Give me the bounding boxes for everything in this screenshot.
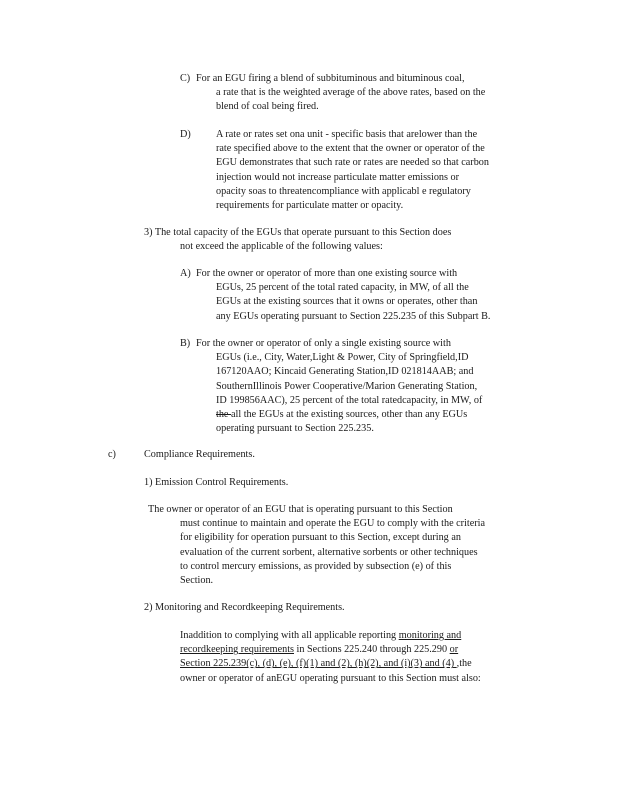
paragraph-label: D) bbox=[180, 129, 191, 140]
text-line: For the owner or operator of only a single existing source with bbox=[196, 338, 451, 349]
paragraph-text bbox=[180, 337, 540, 436]
text-segment: Inaddition to complying with all applicable reporting bbox=[180, 630, 399, 641]
text-line: to control mercury emissions, as provided by subsection (e) of this bbox=[180, 560, 452, 572]
text-line: A rate or rates set ona unit - specific basis that arelower than the bbox=[216, 129, 478, 140]
text-segment: in Sections 225.240 through 225.290 bbox=[294, 644, 450, 656]
text-line: for eligibility for operation pursuant to this Section, except during an bbox=[180, 532, 461, 544]
paragraph-c2-heading bbox=[144, 601, 444, 615]
paragraph-text bbox=[180, 128, 536, 213]
text-line: blend of coal being fired. bbox=[216, 101, 319, 113]
inserted-text: Section 225.239(c), (d), (e), (f)(1) and (2), (h)(2), and (i)(3) and (4) bbox=[180, 658, 457, 670]
text-line bbox=[180, 643, 540, 657]
text-line: For the owner or operator of more than one existing source with bbox=[196, 268, 458, 279]
text-segment: ,the bbox=[456, 658, 472, 670]
text-line: must continue to maintain and operate the EGU to comply with the criteria bbox=[180, 518, 485, 530]
text-line bbox=[180, 657, 540, 671]
paragraph-3b bbox=[180, 337, 540, 436]
text-line: Section. bbox=[180, 575, 214, 587]
paragraph-text bbox=[180, 72, 536, 115]
text-line: operating pursuant to Section 225.235. bbox=[216, 423, 374, 435]
text-line: a rate that is the weighted average of the above rates, based on the bbox=[216, 87, 486, 99]
paragraph-3a bbox=[180, 267, 540, 324]
text-line: injection would not increase particulate matter emissions or bbox=[216, 171, 460, 183]
struck-text: the bbox=[216, 409, 231, 421]
section-label: c) bbox=[108, 449, 116, 460]
paragraph-text bbox=[180, 629, 540, 686]
paragraph-c-blend bbox=[180, 72, 536, 115]
paragraph-text bbox=[148, 503, 540, 588]
text-line bbox=[180, 629, 540, 643]
text-line: EGUs, 25 percent of the total rated capacity, in MW, of all the bbox=[216, 282, 469, 294]
paragraph-c1-heading bbox=[144, 476, 444, 490]
paragraph-d bbox=[180, 128, 536, 213]
text-line: not exceed the applicable of the following values: bbox=[180, 241, 383, 253]
paragraph-label: A) bbox=[180, 268, 191, 279]
text-line: owner or operator of anEGU operating pursuant to this Section must also: bbox=[180, 672, 481, 684]
text-line: SouthernIllinois Power Cooperative/Marion Generating Station, bbox=[216, 380, 478, 392]
paragraph-c2-body bbox=[180, 629, 540, 686]
text-line: EGUs at the existing sources that it owns or operates, other than bbox=[216, 296, 478, 308]
text-line: any EGUs operating pursuant to Section 225.235 of this Subpart B. bbox=[216, 310, 491, 322]
text-line: EGU demonstrates that such rate or rates are needed so that carbon bbox=[216, 157, 489, 169]
text-line bbox=[180, 408, 540, 422]
text-line: ID 199856AAC), 25 percent of the total ratedcapacity, in MW, of bbox=[216, 394, 483, 406]
text-line: The owner or operator of an EGU that is operating pursuant to this Section bbox=[148, 504, 453, 515]
text-line: 3) The total capacity of the EGUs that operate pursuant to this Section does bbox=[144, 227, 452, 238]
text-line: opacity soas to threatencompliance with applicabl e regulatory bbox=[216, 185, 471, 197]
text-line: evaluation of the current sorbent, alternative sorbents or other techniques bbox=[180, 546, 478, 558]
text-line: rate specified above to the extent that the owner or operator of the bbox=[216, 143, 485, 155]
text-line: EGUs (i.e., City, Water,Light & Power, City of Springfield,ID bbox=[216, 352, 469, 364]
inserted-text: recordkeeping requirements bbox=[180, 644, 294, 656]
paragraph-c1-body bbox=[148, 503, 540, 588]
subsection-heading: 1) Emission Control Requirements. bbox=[144, 477, 289, 488]
text-segment: all the EGUs at the existing sources, other than any EGUs bbox=[231, 409, 468, 421]
text-line: 167120AAO; Kincaid Generating Station,ID 021814AAB; and bbox=[216, 366, 474, 378]
paragraph-3 bbox=[144, 226, 524, 254]
text-line: For an EGU firing a blend of subbituminous and bituminous coal, bbox=[196, 73, 465, 84]
section-heading: Compliance Requirements. bbox=[144, 449, 255, 460]
inserted-text: monitoring and bbox=[398, 630, 462, 641]
paragraph-label: C) bbox=[180, 73, 191, 84]
paragraph-text bbox=[180, 267, 540, 324]
paragraph-text bbox=[144, 226, 524, 254]
subsection-heading: 2) Monitoring and Recordkeeping Requirements. bbox=[144, 602, 345, 613]
paragraph-label: B) bbox=[180, 338, 191, 349]
inserted-text: or bbox=[449, 644, 459, 656]
text-line: requirements for particulate matter or opacity. bbox=[216, 200, 404, 212]
